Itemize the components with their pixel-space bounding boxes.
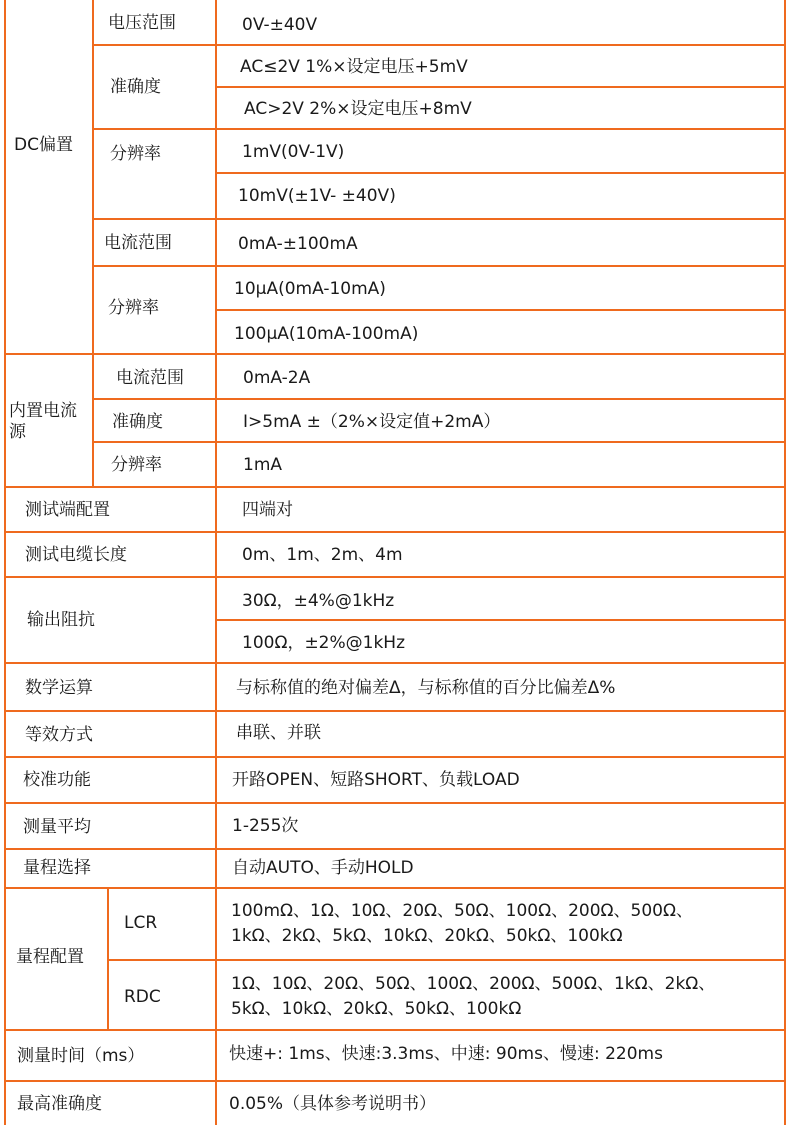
- row-line: [4, 848, 786, 850]
- value-current-resolution-1: 10μA(0mA-10mA): [234, 279, 386, 299]
- value-accuracy-2: AC>2V 2%×设定电压+8mV: [244, 99, 472, 119]
- row-line: [215, 172, 786, 174]
- row-line: [92, 128, 786, 130]
- value-output-impedance-2: 100Ω，±2%@1kHz: [242, 633, 406, 653]
- value-range-select: 自动AUTO、手动HOLD: [232, 858, 414, 878]
- value-averaging: 1-255次: [232, 816, 299, 836]
- label-current-range: 电流范围: [104, 233, 172, 253]
- label-ics-accuracy: 准确度: [112, 412, 163, 432]
- value-voltage-resolution-2: 10mV(±1V- ±40V): [238, 186, 396, 206]
- row-line: [4, 1080, 786, 1082]
- value-ics-current-range: 0mA-2A: [243, 368, 311, 388]
- value-rdc-line-1: 1Ω、10Ω、20Ω、50Ω、100Ω、200Ω、500Ω、1kΩ、2kΩ、: [231, 974, 716, 994]
- divider-col2: [215, 0, 217, 1125]
- value-equivalent: 串联、并联: [236, 723, 321, 743]
- label-ics-resolution: 分辨率: [111, 455, 162, 475]
- row-line: [4, 887, 786, 889]
- group-label-internal-current-source: 内置电流源: [9, 401, 77, 442]
- label-lcr: LCR: [124, 913, 158, 933]
- border-left: [4, 0, 6, 1125]
- row-line: [4, 710, 786, 712]
- value-voltage-resolution-1: 1mV(0V-1V): [242, 142, 345, 162]
- row-line: [4, 802, 786, 804]
- label-test-terminal: 测试端配置: [25, 500, 110, 520]
- value-max-accuracy: 0.05%（具体参考说明书）: [229, 1094, 437, 1114]
- value-output-impedance-1: 30Ω，±4%@1kHz: [242, 591, 395, 611]
- label-accuracy: 准确度: [110, 77, 161, 97]
- row-line: [92, 44, 786, 46]
- value-current-resolution-2: 100μA(10mA-100mA): [234, 324, 419, 344]
- value-ics-resolution: 1mA: [243, 455, 283, 475]
- row-line: [4, 576, 786, 578]
- value-voltage-range: 0V-±40V: [242, 15, 318, 35]
- value-rdc-line-2: 5kΩ、10kΩ、20kΩ、50kΩ、100kΩ: [231, 999, 522, 1019]
- label-range-select: 量程选择: [23, 858, 91, 878]
- row-line: [4, 486, 786, 488]
- value-measure-time: 快速+: 1ms、快速:3.3ms、中速: 90ms、慢速: 220ms: [229, 1044, 663, 1064]
- label-voltage-resolution: 分辨率: [110, 144, 161, 164]
- value-ics-accuracy: I>5mA ±（2%×设定值+2mA）: [243, 412, 501, 432]
- value-cable-length: 0m、1m、2m、4m: [242, 545, 403, 565]
- row-line: [215, 86, 786, 88]
- label-voltage-range: 电压范围: [108, 13, 176, 33]
- label-current-resolution: 分辨率: [108, 298, 159, 318]
- group-label-range-config: 量程配置: [16, 947, 84, 967]
- row-line: [215, 619, 786, 621]
- value-calibration: 开路OPEN、短路SHORT、负载LOAD: [232, 770, 520, 790]
- row-line: [92, 265, 786, 267]
- label-ics-current-range: 电流范围: [116, 368, 184, 388]
- row-line: [4, 1029, 786, 1031]
- label-output-impedance: 输出阻抗: [27, 610, 95, 630]
- row-line: [215, 309, 786, 311]
- label-max-accuracy: 最高准确度: [17, 1094, 102, 1114]
- row-line: [4, 531, 786, 533]
- label-equivalent: 等效方式: [25, 725, 93, 745]
- row-line: [4, 353, 786, 355]
- value-lcr-line-1: 100mΩ、1Ω、10Ω、20Ω、50Ω、100Ω、200Ω、500Ω、: [231, 901, 693, 921]
- border-right: [784, 0, 786, 1125]
- value-math: 与标称值的绝对偏差Δ，与标称值的百分比偏差Δ%: [236, 678, 616, 698]
- label-measure-time: 测量时间（ms）: [17, 1046, 145, 1066]
- row-line: [4, 756, 786, 758]
- value-accuracy-1: AC≤2V 1%×设定电压+5mV: [240, 57, 468, 77]
- label-rdc: RDC: [124, 987, 161, 1007]
- label-averaging: 测量平均: [23, 817, 91, 837]
- label-cable-length: 测试电缆长度: [25, 545, 127, 565]
- label-calibration: 校准功能: [23, 770, 91, 790]
- row-line: [92, 441, 786, 443]
- label-math: 数学运算: [25, 678, 93, 698]
- value-test-terminal: 四端对: [242, 500, 293, 520]
- value-current-range: 0mA-±100mA: [238, 234, 358, 254]
- value-lcr-line-2: 1kΩ、2kΩ、5kΩ、10kΩ、20kΩ、50kΩ、100kΩ: [231, 926, 623, 946]
- divider-col1-upper: [92, 0, 94, 487]
- row-line: [107, 959, 786, 961]
- row-line: [92, 218, 786, 220]
- row-line: [92, 398, 786, 400]
- group-label-dc-bias: DC偏置: [14, 135, 73, 155]
- row-line: [4, 662, 786, 664]
